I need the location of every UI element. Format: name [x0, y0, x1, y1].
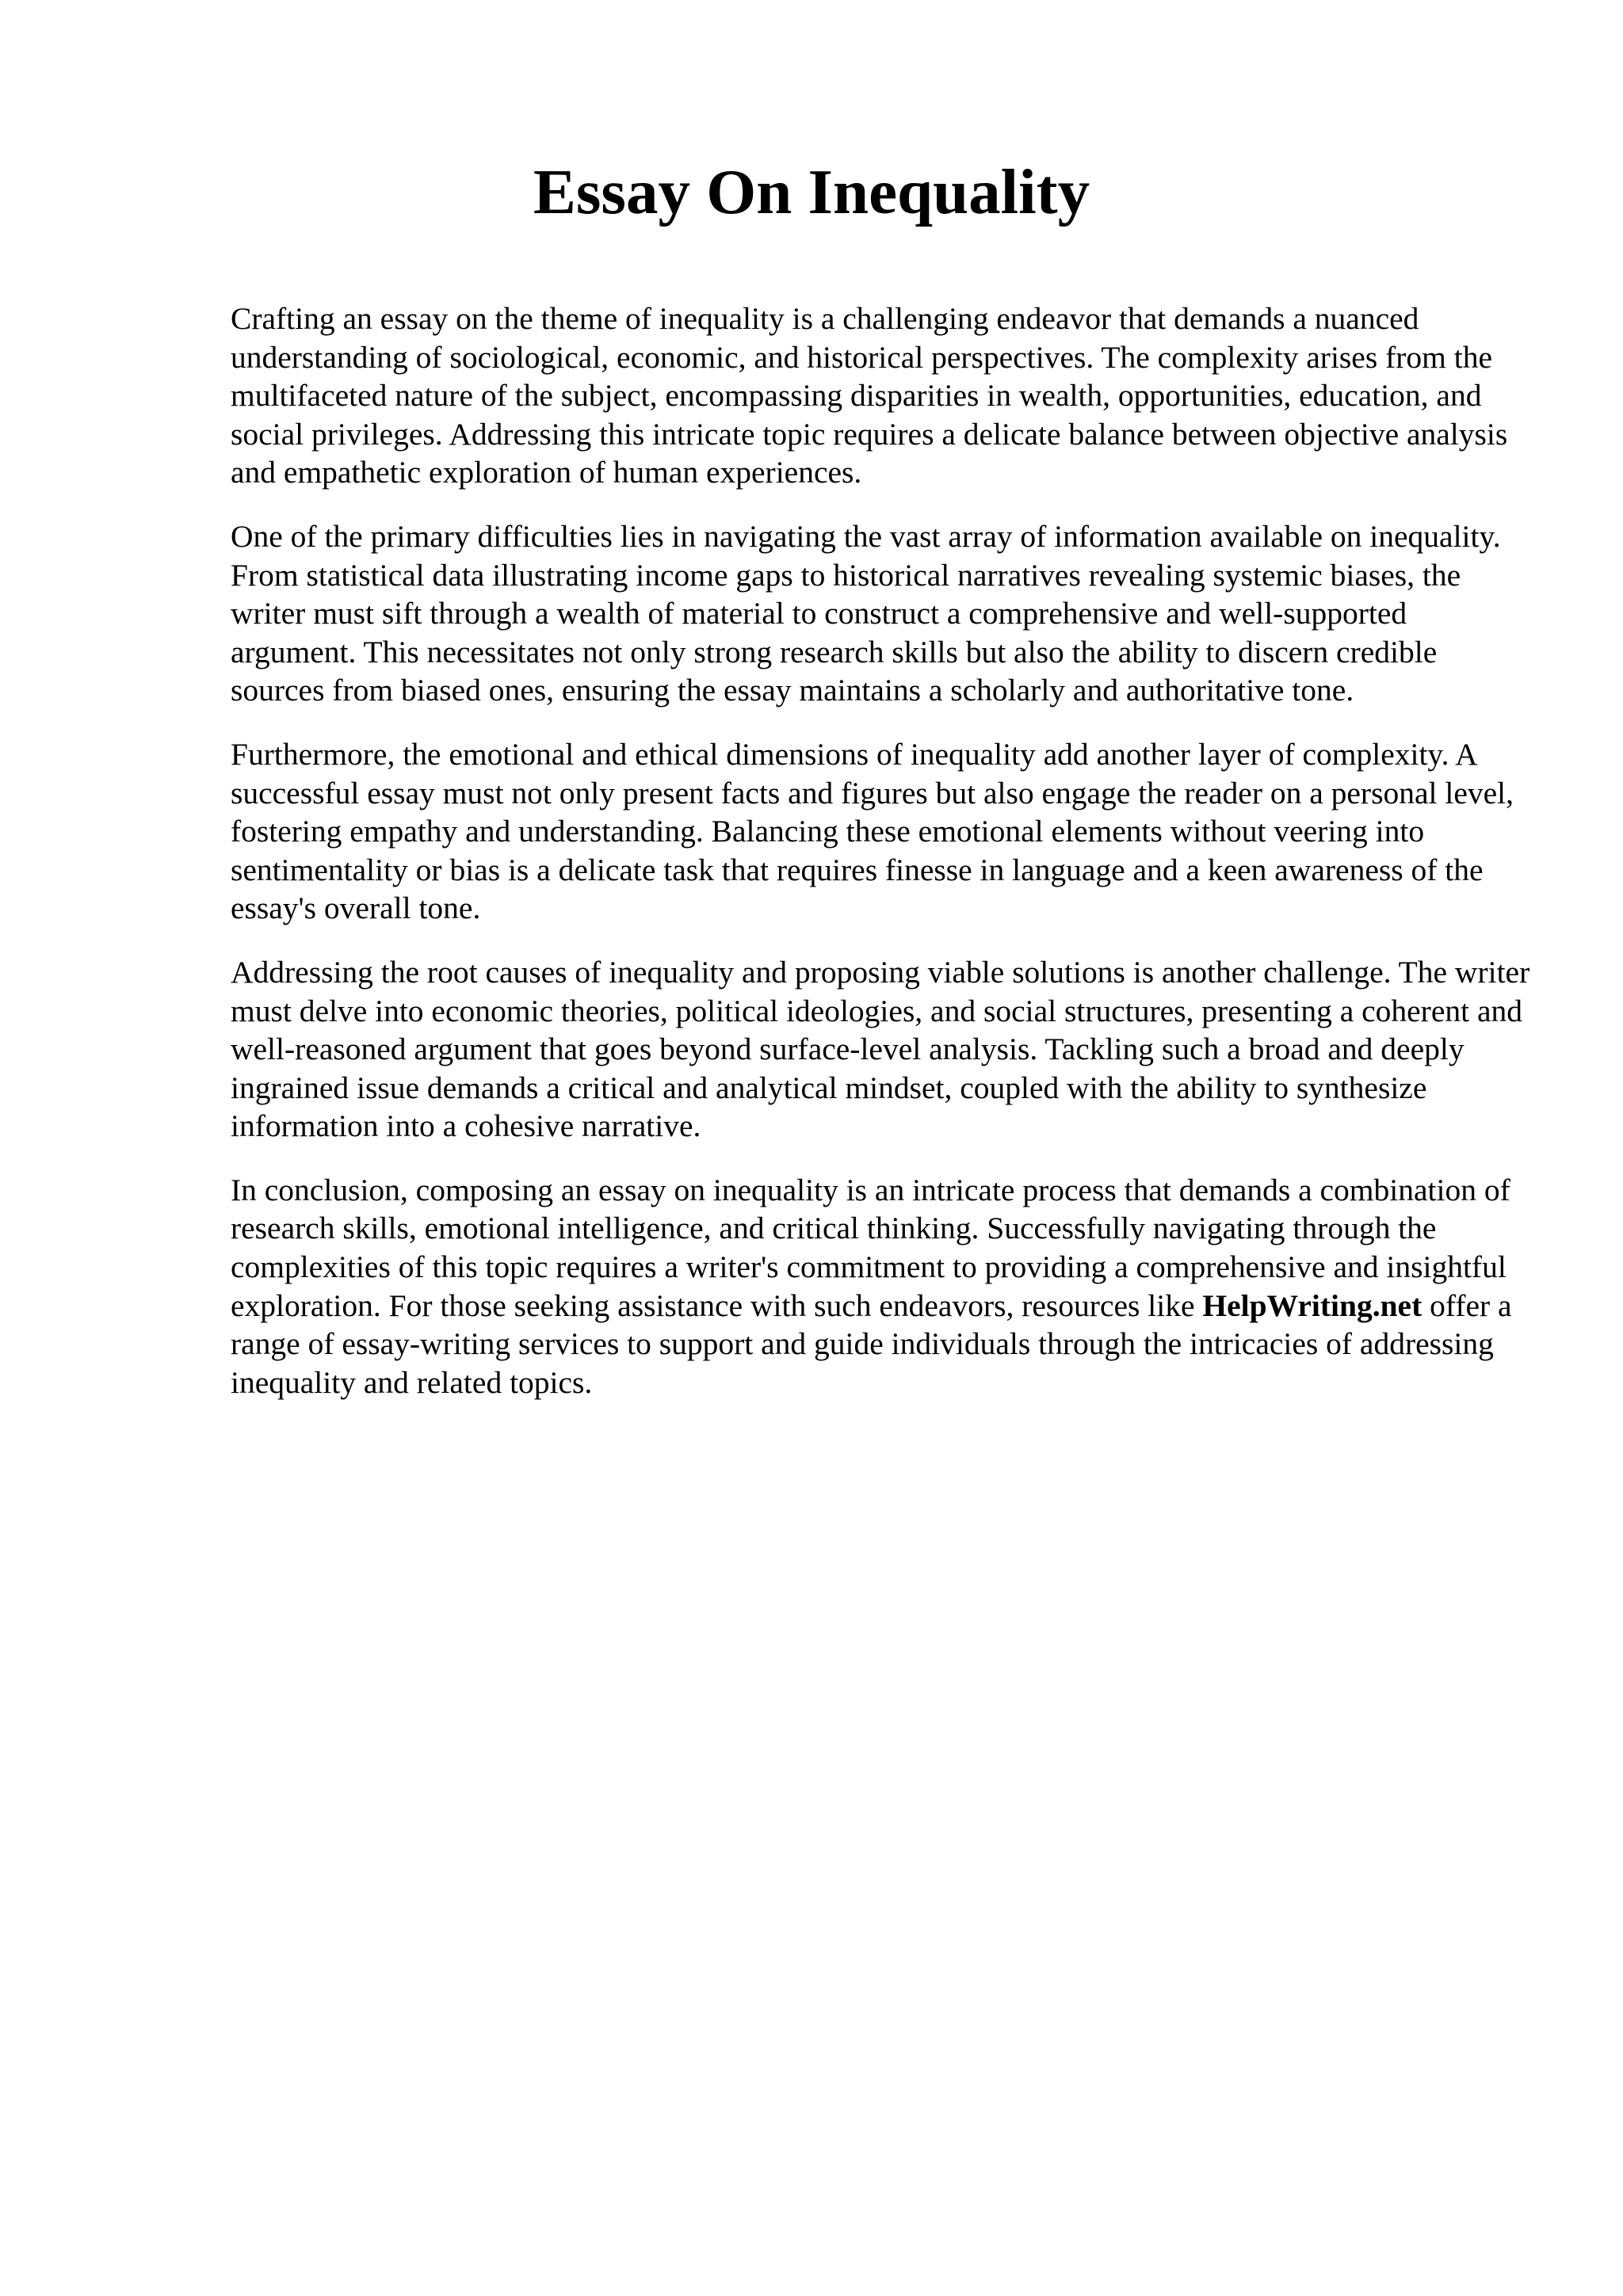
paragraph-1: Crafting an essay on the theme of inequality is a challenging endeavor that demands a nuanced understanding of sociological, economic, and historical perspectives. The complexity arises from the multifaceted nature of the subject, encompassing disparities in wealth, opportunities, education, and social privileges. Addressing this intricate topic requires a delicate balance between objective analysis and empathetic exploration of human experiences. — [231, 301, 1508, 490]
paragraph-3: Furthermore, the emotional and ethical dimensions of inequality add another layer of complexity. A successful essay must not only present facts and figures but also engage the reader on a personal level, fostering empathy and understanding. Balancing these emotional elements without veering into sentimentality or bias is a delicate task that requires finesse in language and a keen awareness of the essay's overall tone. — [231, 736, 1514, 926]
conclusion-text-before: In conclusion, composing an essay on inequality is an intricate process that demands a combination of research skills, emotional intelligence, and critical thinking. Successfully navigating through the complexities of this topic requires a writer's commitment to providing a comprehensive and insightful exploration. For those seeking assistance with such endeavors, resources like — [231, 1172, 1510, 1323]
essay-body — [231, 299, 1530, 1427]
paragraph-2: One of the primary difficulties lies in navigating the vast array of information available on inequality. From statistical data illustrating income gaps to historical narratives revealing systemic biases, the writer must sift through a wealth of material to construct a comprehensive and well-supported argument. This necessitates not only strong research skills but also the ability to discern credible sources from biased ones, ensuring the essay maintains a scholarly and authoritative tone. — [231, 518, 1501, 708]
paragraph-4: Addressing the root causes of inequality and proposing viable solutions is another challenge. The writer must delve into economic theories, political ideologies, and social structures, presenting a coherent and well-reasoned argument that goes beyond surface-level analysis. Tackling such a broad and deeply ingrained issue demands a critical and analytical mindset, coupled with the ability to synthesize information into a cohesive narrative. — [231, 954, 1530, 1144]
page-title: Essay On Inequality — [533, 156, 1090, 227]
conclusion-paragraph — [231, 1171, 1530, 1402]
conclusion-text-after: offer a range of essay-writing services to support and guide individuals through the intricacies of addressing inequality and related topics. — [231, 1287, 1512, 1400]
helpwriting-link[interactable]: HelpWriting.net — [1202, 1287, 1423, 1323]
